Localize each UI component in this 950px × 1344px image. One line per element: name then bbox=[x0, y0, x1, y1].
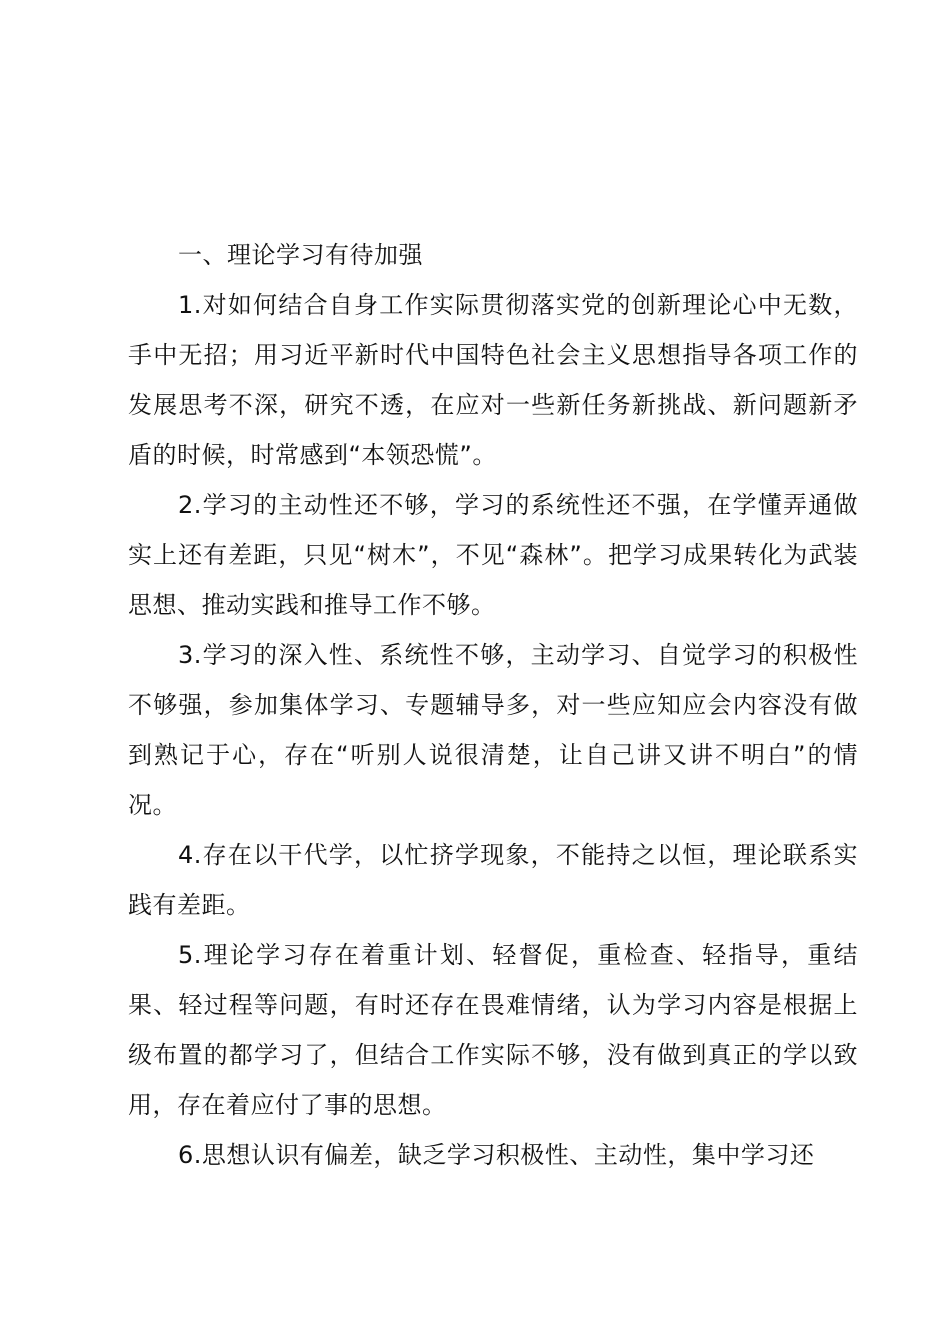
paragraph-5: 5.理论学习存在着重计划、轻督促，重检查、轻指导，重结果、轻过程等问题，有时还存在畏难情绪，认为学习内容是根据上级布置的都学习了，但结合工作实际不够，没有做到真正的学以致用，存在着应付了事的思想。 bbox=[128, 941, 858, 1119]
paragraph-2: 2.学习的主动性还不够，学习的系统性还不强，在学懂弄通做实上还有差距，只见“树木”，不见“森林”。把学习成果转化为武装思想、推动实践和推导工作不够。 bbox=[128, 491, 858, 619]
paragraph-4: 4.存在以干代学，以忙挤学现象，不能持之以恒，理论联系实践有差距。 bbox=[128, 841, 858, 919]
paragraph-3: 3.学习的深入性、系统性不够，主动学习、自觉学习的积极性不够强，参加集体学习、专题辅导多，对一些应知应会内容没有做到熟记于心，存在“听别人说很清楚，让自己讲又讲不明白”的情况。 bbox=[128, 641, 858, 819]
section-heading: 一、理论学习有待加强 bbox=[178, 241, 423, 269]
paragraph-6: 6.思想认识有偏差，缺乏学习积极性、主动性，集中学习还 bbox=[178, 1141, 815, 1169]
paragraph-1: 1.对如何结合自身工作实际贯彻落实党的创新理论心中无数，手中无招；用习近平新时代中国特色社会主义思想指导各项工作的发展思考不深，研究不透，在应对一些新任务新挑战、新问题新矛盾的时候，时常感到“本领恐慌”。 bbox=[128, 291, 858, 469]
document-body bbox=[128, 230, 858, 1180]
